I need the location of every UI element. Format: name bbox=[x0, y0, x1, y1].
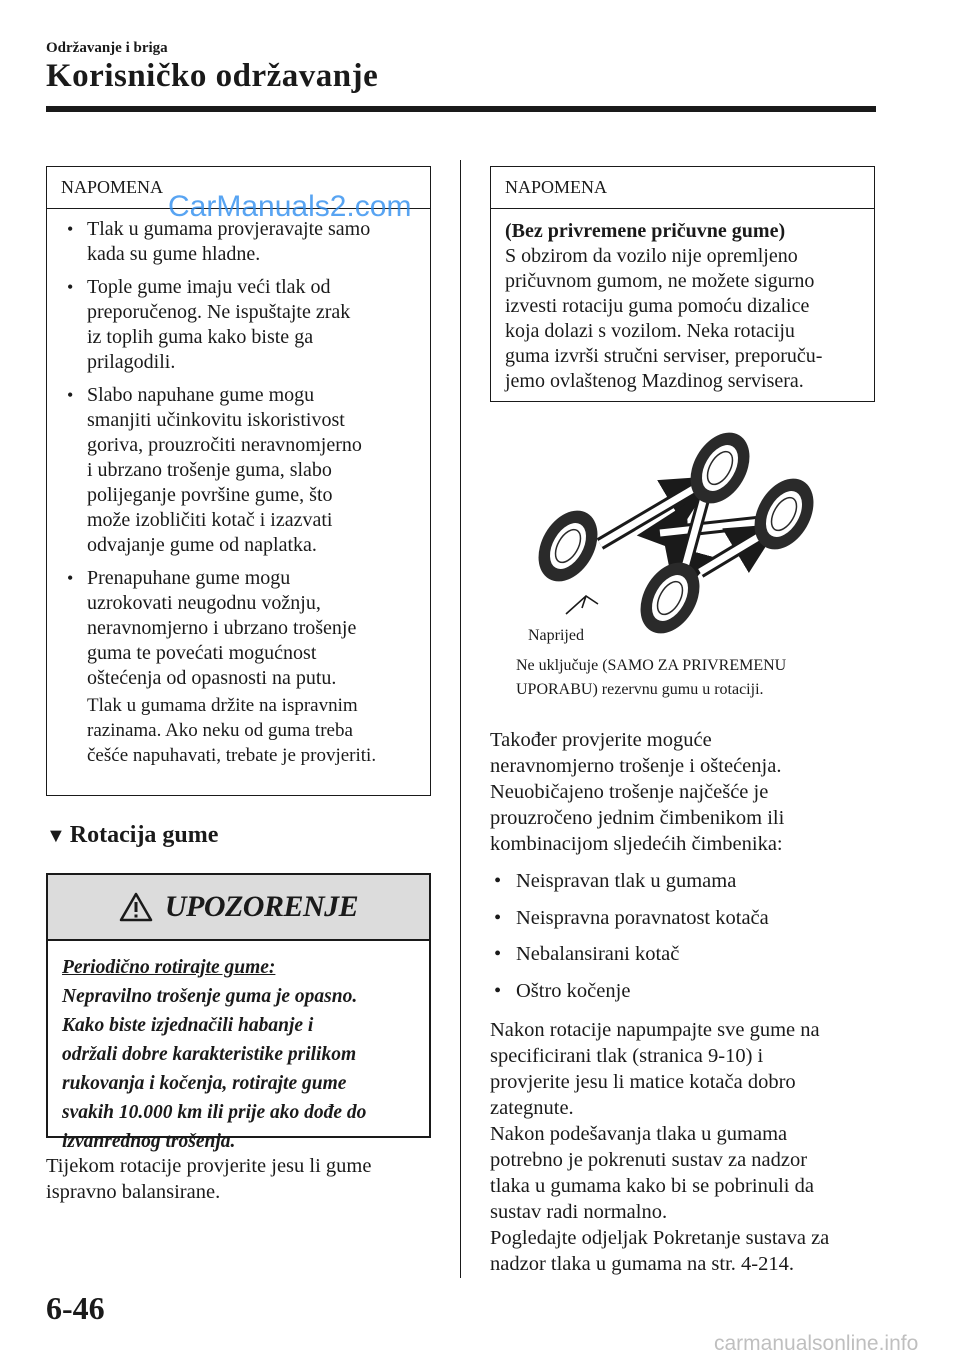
closing-paragraph: Tijekom rotacije provjerite jesu li gume ispravno balansirane. bbox=[46, 1155, 372, 1203]
subheading-text: Rotacija gume bbox=[69, 822, 219, 848]
note-bullet-list bbox=[61, 217, 416, 691]
note-box-tire-pressure bbox=[46, 166, 431, 796]
note-bullet: • Tlak u gumama provjeravajte samo kada su gume hladne. bbox=[61, 217, 416, 267]
note-heading: NAPOMENA bbox=[47, 167, 430, 209]
warning-header bbox=[48, 875, 429, 941]
wear-causes-list bbox=[490, 868, 769, 1015]
note-body bbox=[491, 209, 874, 404]
page-number: 6-46 bbox=[46, 1290, 105, 1326]
wear-cause-item: • Neispravan tlak u gumama bbox=[490, 868, 769, 894]
note-box-no-spare bbox=[490, 166, 875, 402]
forward-label: Naprijed bbox=[528, 627, 584, 644]
note-bullet: • Tople gume imaju veći tlak od preporučenog. Ne ispuštajte zrak iz toplih guma kako biste ga prilagodili. bbox=[61, 275, 416, 375]
note-text: S obzirom da vozilo nije opremljeno pričuvnom gumom, ne možete sigurno izvesti rotaciju guma pomoću dizalice koja dolazi s vozilom. Neka rotaciju guma izvrši stručni serviser, preporuču- jemo ovlaštenog Mazdinog servisera. bbox=[505, 245, 823, 392]
warning-triangle-icon bbox=[119, 892, 153, 922]
subheading-tire-rotation bbox=[46, 822, 218, 849]
note-body bbox=[47, 209, 430, 778]
paragraph-uneven-wear: Također provjerite moguće neravnomjerno trošenje i oštećenja. Neuobičajeno trošenje najčešće je prouzročeno jednim čimbenikom ili kombinacijom sljedećih čimbenika: bbox=[490, 729, 785, 855]
column-divider bbox=[460, 160, 461, 1278]
paragraph-after-rotation: Nakon rotacije napumpajte sve gume na specificirani tlak (stranica 9-10) i provjerite jesu li matice kotača dobro zategnute. Nakon podešavanja tlaka u gumama potrebno je pokrenuti sustav za nadzor tlaka u gumama kako bi se pobrinuli da sustav radi normalno. Pogledajte odjeljak Pokretanje sustava za nadzor tlaka u gumama na str. 4-214. bbox=[490, 1019, 830, 1275]
wear-cause-item: • Neispravna poravnatost kotača bbox=[490, 905, 769, 931]
warning-body bbox=[48, 941, 429, 1168]
watermark: CarManuals2.com bbox=[168, 190, 412, 223]
tire-icon bbox=[678, 426, 761, 514]
wear-cause-item: • Nebalansirani kotač bbox=[490, 941, 769, 967]
tire-icon bbox=[526, 500, 609, 592]
tire-rotation-diagram bbox=[520, 426, 820, 656]
figure-caption: Ne uključuje (SAMO ZA PRIVREMENU UPORABU) rezervnu gumu u rotaciji. bbox=[516, 657, 787, 698]
note-bold-line: (Bez privremene pričuvne gume) bbox=[505, 220, 786, 242]
note-footer-text: Tlak u gumama držite na ispravnim razinama. Ako neku od guma treba češće napuhavati, trebate je provjeriti. bbox=[87, 695, 377, 766]
footer-site-link[interactable]: carmanualsonline.info bbox=[714, 1332, 919, 1355]
header-rule bbox=[46, 106, 876, 112]
wear-cause-item: • Oštro kočenje bbox=[490, 978, 769, 1004]
triangle-down-icon: ▼ bbox=[46, 825, 66, 847]
warning-box bbox=[46, 873, 431, 1152]
note-bullet: • Prenapuhane gume mogu uzrokovati neugodnu vožnju, neravnomjerno i ubrzano trošenje guma te povećati mogućnost oštećenja od opasnosti na putu. bbox=[61, 566, 416, 691]
warning-title: UPOZORENJE bbox=[164, 890, 359, 923]
page-title: Korisničko održavanje bbox=[46, 58, 379, 94]
forward-direction-icon bbox=[566, 596, 598, 614]
note-heading: NAPOMENA bbox=[491, 167, 874, 209]
warning-underlined-heading: Periodično rotirajte gume: bbox=[62, 957, 276, 978]
section-label: Održavanje i briga bbox=[46, 40, 168, 56]
note-bullet: • Slabo napuhane gume mogu smanjiti učinkovitu iskoristivost goriva, prouzročiti neravnomjerno i ubrzano trošenje guma, slabo polijeganje površine gume, što može izobličiti kotač i izazvati odvajanje gume od naplatka. bbox=[61, 383, 416, 558]
warning-text: Nepravilno trošenje guma je opasno. Kako biste izjednačili habanje i održali dobre karakteristike prilikom rukovanja i kočenja, rotirajte gume svakih 10.000 km ili prije ako dođe do izvanrednog trošenja. bbox=[62, 986, 367, 1152]
